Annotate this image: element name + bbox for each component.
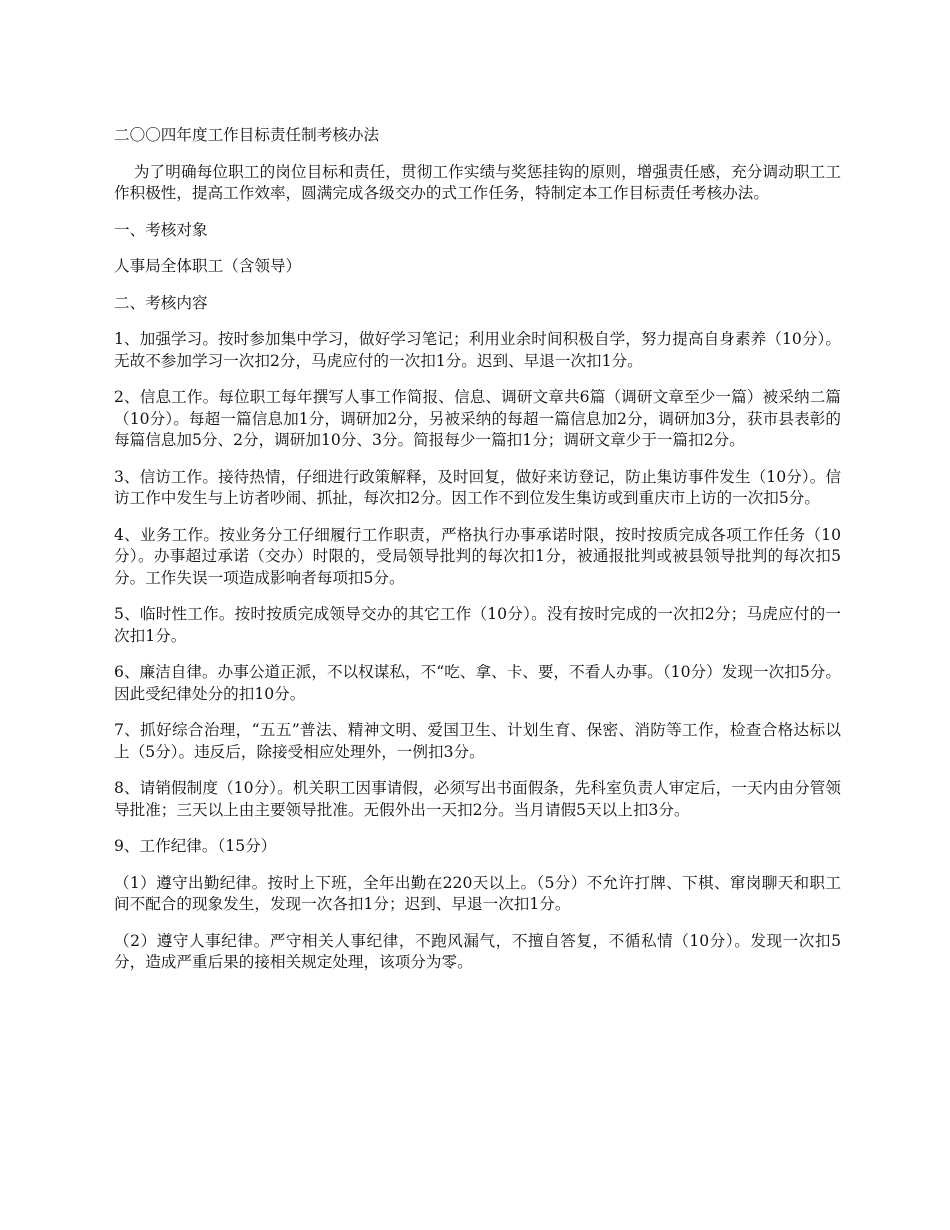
section-heading-assessment-target: 一、考核对象 [114,220,208,239]
item-attendance-discipline: （1）遵守出勤纪律。按时上下班，全年出勤在220天以上。（5分）不允许打牌、下棋、窜岗聊天和职工间不配合的现象发生，发现一次各扣1分；迟到、早退一次扣1分。 [114,873,841,913]
item-temporary-work: 5、临时性工作。按时按质完成领导交办的其它工作（10分）。没有按时完成的一次扣2分；马虎应付的一次扣1分。 [114,605,841,645]
intro-paragraph: 为了明确每位职工的岗位目标和责任，贯彻工作实绩与奖惩挂钩的原则，增强责任感，充分调动职工工作积极性，提高工作效率，圆满完成各级交办的式工作任务，特制定本工作目标责任考核办法。 [114,162,841,202]
item-business-work: 4、业务工作。按业务分工仔细履行工作职责，严格执行办事承诺时限，按时按质完成各项工作任务（10分）。办事超过承诺（交办）时限的，受局领导批判的每次扣1分，被通报批判或被县领导批判的每次扣5分。工作失误一项造成影响者每项扣5分。 [114,525,841,587]
item-information-work: 2、信息工作。每位职工每年撰写人事工作简报、信息、调研文章共6篇（调研文章至少一篇）被采纳二篇（10分）。每超一篇信息加1分，调研加2分，另被采纳的每超一篇信息加2分，调研加3分，获市县表彰的每篇信息加5分、2分，调研加10分、3分。简报每少一篇扣1分；调研文章少于一篇扣2分。 [114,388,841,449]
section-heading-assessment-content: 二、考核内容 [114,293,208,312]
document-title: 二〇〇四年度工作目标责任制考核办法 [114,126,380,144]
item-petition-work: 3、信访工作。接待热情，仔细进行政策解释，及时回复，做好来访登记，防止集访事件发生（10分）。信访工作中发生与上访者吵闹、抓扯，每次扣2分。因工作不到位发生集访或到重庆市上访的一次扣5分。 [114,467,841,507]
item-leave-system: 8、请销假制度（10分）。机关职工因事请假，必须写出书面假条，先科室负责人审定后，一天内由分管领导批准；三天以上由主要领导批准。无假外出一天扣2分。当月请假5天以上扣3分。 [114,779,841,819]
item-study: 1、加强学习。按时参加集中学习，做好学习笔记；利用业余时间积极自学，努力提高自身素养（10分）。无故不参加学习一次扣2分，马虎应付的一次扣1分。迟到、早退一次扣1分。 [114,330,841,370]
assessment-target-text: 人事局全体职工（含领导） [114,257,302,275]
document-page [114,125,841,989]
item-work-discipline: 9、工作纪律。（15分） [114,837,277,855]
item-comprehensive-governance: 7、抓好综合治理，“五五”普法、精神文明、爱国卫生、计划生育、保密、消防等工作，检查合格达标以上（5分）。违反后，除接受相应处理外，一例扣3分。 [114,721,841,761]
item-integrity: 6、廉洁自律。办事公道正派，不以权谋私，不“吃、拿、卡、要，不看人办事。（10分）发现一次扣5分。因此受纪律处分的扣10分。 [114,663,841,703]
item-personnel-discipline: （2）遵守人事纪律。严守相关人事纪律，不跑风漏气，不擅自答复，不循私情（10分）。发现一次扣5分，造成严重后果的接相关规定处理，该项分为零。 [114,931,841,971]
